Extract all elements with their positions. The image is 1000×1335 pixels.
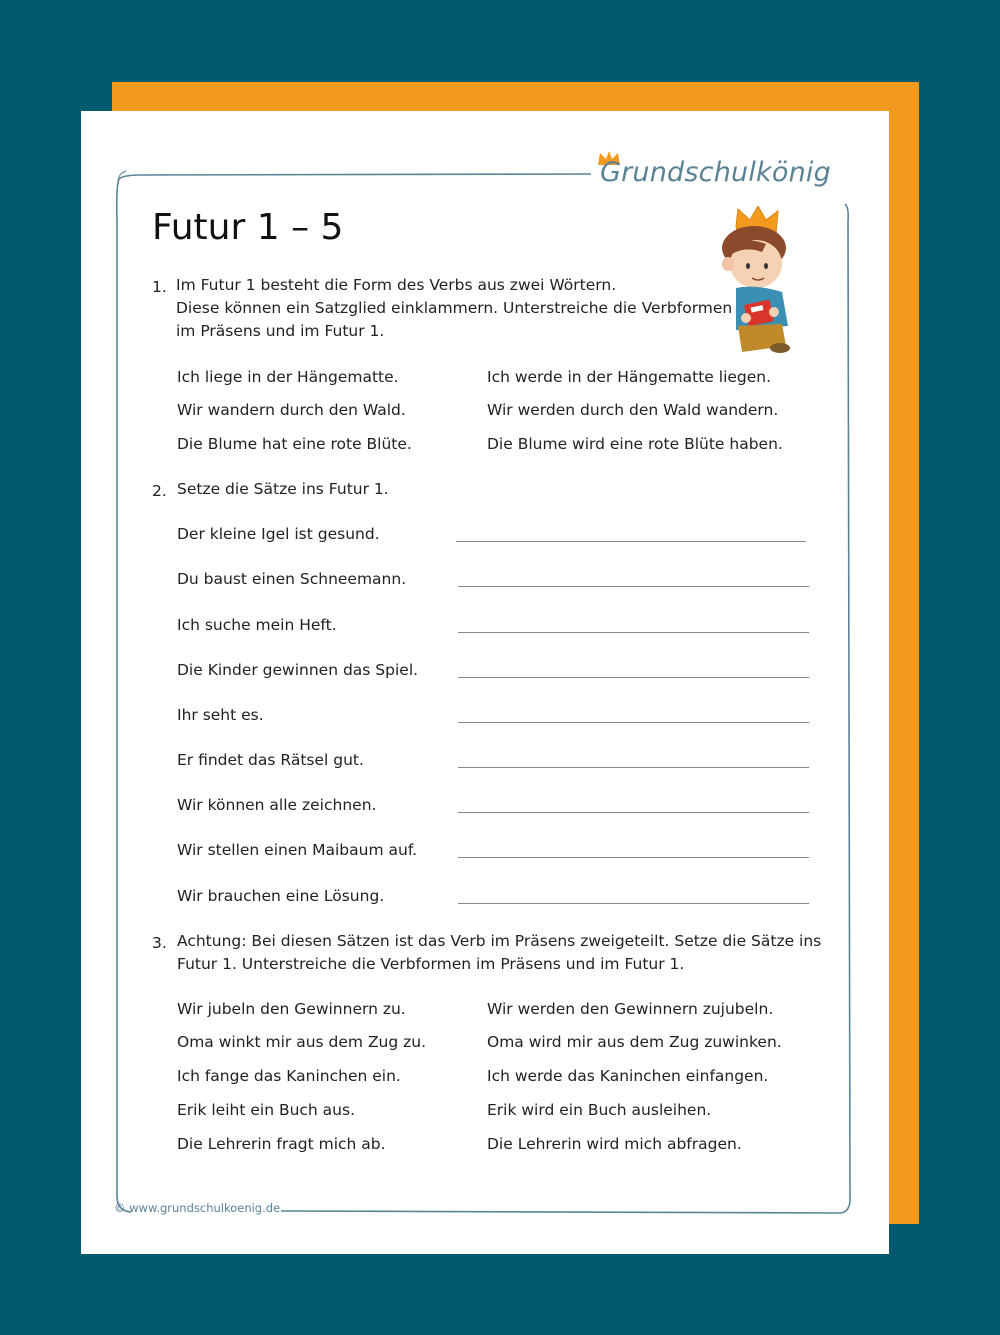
boy-reading-mascot-icon <box>716 206 796 356</box>
task1-future-sentence: Ich werde in der Hängematte liegen. <box>487 368 772 386</box>
answer-line[interactable] <box>458 677 809 678</box>
answer-line[interactable] <box>458 857 809 858</box>
task1-future-sentence: Wir werden durch den Wald wandern. <box>487 401 779 419</box>
answer-line[interactable] <box>458 903 809 904</box>
answer-line[interactable] <box>458 812 809 813</box>
task2-sentence: Ihr seht es. <box>177 706 264 724</box>
task3-present-sentence: Ich fange das Kaninchen ein. <box>177 1067 401 1085</box>
task3-future-sentence: Ich werde das Kaninchen einfangen. <box>487 1067 769 1085</box>
task3-number: 3. <box>152 934 167 952</box>
answer-line[interactable] <box>458 586 809 587</box>
task2-number: 2. <box>152 482 167 500</box>
task3-present-sentence: Die Lehrerin fragt mich ab. <box>177 1135 386 1153</box>
task3-instruction-line1: Achtung: Bei diesen Sätzen ist das Verb im Präsens zweigeteilt. Setze die Sätze ins <box>177 932 822 950</box>
task1-instruction-line1: Im Futur 1 besteht die Form des Verbs aus zwei Wörtern. <box>176 276 617 294</box>
task3-future-sentence: Erik wird ein Buch ausleihen. <box>487 1101 712 1119</box>
task2-sentence: Du baust einen Schneemann. <box>177 570 407 588</box>
task3-future-sentence: Die Lehrerin wird mich abfragen. <box>487 1135 742 1153</box>
task3-present-sentence: Oma winkt mir aus dem Zug zu. <box>177 1033 427 1051</box>
brand-logo: Grundschulkönig <box>600 157 831 188</box>
task3-present-sentence: Erik leiht ein Buch aus. <box>177 1101 356 1119</box>
task2-sentence: Die Kinder gewinnen das Spiel. <box>177 661 419 679</box>
task1-present-sentence: Wir wandern durch den Wald. <box>177 401 406 419</box>
task1-present-sentence: Die Blume hat eine rote Blüte. <box>177 435 412 453</box>
task1-instruction-line2: Diese können ein Satzglied einklammern. Unterstreiche die Verbformen <box>176 299 733 317</box>
task1-instruction-line3: im Präsens und im Futur 1. <box>176 322 385 340</box>
task3-present-sentence: Wir jubeln den Gewinnern zu. <box>177 1000 406 1018</box>
task2-sentence: Ich suche mein Heft. <box>177 616 337 634</box>
answer-line[interactable] <box>458 632 809 633</box>
answer-line[interactable] <box>458 722 809 723</box>
page-title: Futur 1 – 5 <box>152 207 344 248</box>
task2-instruction: Setze die Sätze ins Futur 1. <box>177 480 389 498</box>
task2-sentence: Wir können alle zeichnen. <box>177 796 377 814</box>
task2-sentence: Wir stellen einen Maibaum auf. <box>177 841 418 859</box>
task1-future-sentence: Die Blume wird eine rote Blüte haben. <box>487 435 783 453</box>
task2-sentence: Er findet das Rätsel gut. <box>177 751 364 769</box>
task2-sentence: Der kleine Igel ist gesund. <box>177 525 380 543</box>
answer-line[interactable] <box>458 767 809 768</box>
task1-number: 1. <box>152 278 167 296</box>
task3-instruction-line2: Futur 1. Unterstreiche die Verbformen im Präsens und im Futur 1. <box>177 955 685 973</box>
answer-line[interactable] <box>456 541 806 542</box>
task3-future-sentence: Wir werden den Gewinnern zujubeln. <box>487 1000 774 1018</box>
task2-sentence: Wir brauchen eine Lösung. <box>177 887 385 905</box>
task3-future-sentence: Oma wird mir aus dem Zug zuwinken. <box>487 1033 782 1051</box>
worksheet-page <box>81 111 889 1254</box>
task1-present-sentence: Ich liege in der Hängematte. <box>177 368 399 386</box>
footer-website: © www.grundschulkoenig.de <box>114 1201 281 1215</box>
